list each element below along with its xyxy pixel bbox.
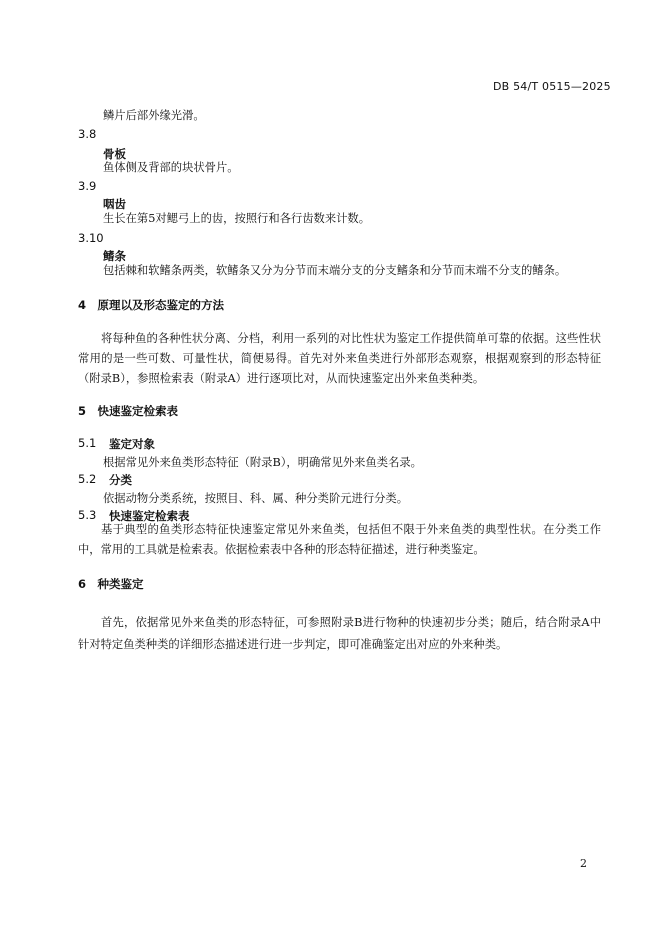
subsection-number: 5.1 — [78, 436, 97, 450]
intro-line: 鳞片后部外缘光滑。 — [103, 109, 205, 122]
section-paragraph: 将每种鱼的各种性状分离、分档，利用一系列的对比性状为鉴定工作提供简单可靠的依据。这些性状常用的是一些可数、可量性状，简便易得。首先对外来鱼类进行外部形态观察，根据观察到的形态特征（附录B），参照检索表（附录A）进行逐项比对，从而快速鉴定出外来鱼类种类。 — [78, 332, 601, 385]
subsection-text: 依据动物分类系统，按照目、科、属、种分类阶元进行分类。 — [103, 492, 409, 505]
subsection-title: 鉴定对象 — [109, 437, 155, 451]
subsection-text: 基于典型的鱼类形态特征快速鉴定常见外来鱼类，包括但不限于外来鱼类的典型性状。在分类工作中，常用的工具就是检索表。依据检索表中各种的形态特征描述，进行种类鉴定。 — [78, 523, 601, 556]
term-definition: 鱼体侧及背部的块状骨片。 — [103, 161, 239, 174]
term-number: 3.9 — [78, 179, 97, 193]
subsection-number: 5.2 — [78, 472, 97, 486]
document-code: DB 54/T 0515—2025 — [493, 80, 611, 93]
term-number: 3.8 — [78, 127, 97, 141]
term-title: 咽齿 — [103, 197, 126, 211]
section-heading: 6 种类鉴定 — [78, 577, 144, 591]
section-heading: 5 快速鉴定检索表 — [78, 404, 179, 418]
term-title: 鳍条 — [103, 249, 126, 263]
term-definition: 包括棘和软鳍条两类，软鳍条又分为分节而末端分支的分支鳍条和分节而末端不分支的鳍条。 — [103, 264, 567, 277]
term-title: 骨板 — [103, 147, 126, 161]
page-number: 2 — [580, 857, 587, 870]
subsection-title: 快速鉴定检索表 — [109, 509, 190, 523]
term-number: 3.10 — [78, 231, 104, 245]
section-paragraph: 首先，依据常见外来鱼类的形态特征，可参照附录B进行物种的快速初步分类；随后，结合附录A中针对特定鱼类种类的详细形态描述进行进一步判定，即可准确鉴定出对应的外来种类。 — [78, 616, 601, 651]
subsection-text: 根据常见外来鱼类形态特征（附录B），明确常见外来鱼类名录。 — [103, 456, 422, 469]
subsection-title: 分类 — [109, 473, 132, 487]
section-heading: 4 原理以及形态鉴定的方法 — [78, 298, 225, 312]
term-definition: 生长在第5对鳃弓上的齿，按照行和各行齿数来计数。 — [103, 212, 371, 225]
subsection-number: 5.3 — [78, 508, 97, 522]
